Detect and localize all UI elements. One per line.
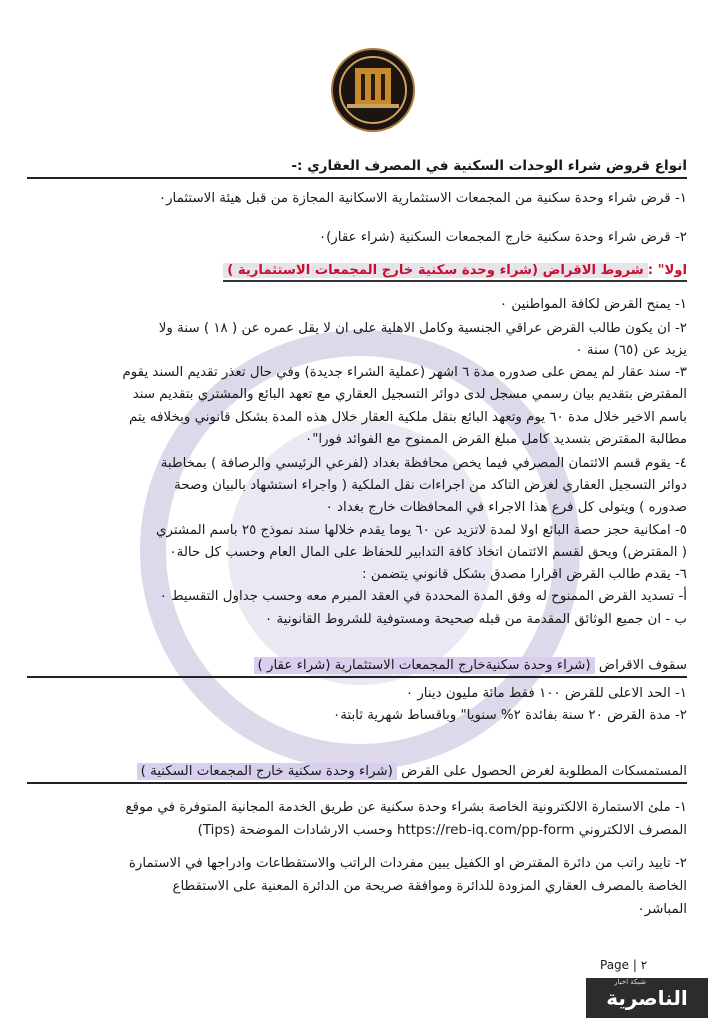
section3-line: الخاصة بالمصرف العقاري المزودة للدائرة وموافقة صريحة من الدائرة المعنية على الاستقطاع xyxy=(172,879,687,894)
section1-line: ١- يمنح القرض لكافة المواطنين ٠ xyxy=(499,297,687,312)
section3-line: المباشر٠ xyxy=(637,902,687,917)
section2-title-text: (شراء وحدة سكنيةخارج المجمعات الاستثمارية (شراء عقار ) xyxy=(254,657,595,674)
section1-line: ٤- يقوم قسم الائتمان المصرفي فيما يخص محافظة بغداد (لفرعي الرئيسي والرصافة ) بمخاطبة xyxy=(160,456,687,471)
section1-line: مطالبة المقترض بتسديد كامل مبلغ القرض الممنوح مع الفوائد فورا"٠ xyxy=(305,432,687,447)
section1-line: باسم الاخير خلال مدة ٦٠ يوم وتعهد البائع بنقل ملكية العقار خلال هذه المدة بشكل قانوني وبخلافه يتم xyxy=(128,410,687,425)
section2-title-prefix: سقوف الاقراض xyxy=(594,658,687,673)
page-heading: انواع قروض شراء الوحدات السكنية في المصرف العقاري :- xyxy=(27,157,687,179)
section1-line: ٣- سند عقار لم يمض على صدوره مدة ٦ اشهر (عملية الشراء جديدة) وفي حال تعذر تقديم السند يقوم xyxy=(122,365,687,380)
section2-title xyxy=(27,656,687,678)
section1-line: المقترض بتقديم بيان رسمي مسجل لدى دوائر التسجيل العقاري مع تعهد البائع والمشتري بتقديم سند xyxy=(132,387,687,402)
page-number: Page | ٢ xyxy=(600,958,648,972)
bank-logo xyxy=(333,50,413,130)
section1-line: ب - ان جميع الوثائق المقدمة من قبله صحيحة ومستوفية للشروط القانونية ٠ xyxy=(265,612,687,627)
section1-title-text: شروط الاقراض (شراء وحدة سكنية خارج المجمعات الاستثمارية ) xyxy=(223,263,648,278)
section1-line: أ- تسديد القرض الممنوح له وفق المدة المحددة في العقد المبرم معه وحسب جداول التقسيط ٠ xyxy=(159,589,687,604)
brand-subtitle: شبكة اخبار xyxy=(614,978,646,986)
section2-line: ٢- مدة القرض ٢٠ سنة بفائدة ٢% سنويا" وباقساط شهرية ثابتة٠ xyxy=(333,708,687,723)
section2-line: ١- الحد الاعلى للقرض ١٠٠ فقط مائة مليون دينار ٠ xyxy=(405,686,687,701)
section3-title xyxy=(27,762,687,784)
section1-line: ( المقترض) ويحق لقسم الائتمان اتخاذ كافة التدابير للحفاظ على المال العام وحسب كل حالة٠ xyxy=(169,545,687,560)
section1-line: ٥- امكانية حجز حصة البائع اولا لمدة لاتزيد عن ٦٠ يوما يقدم خلالها سند نموذج ٢٥ باسم المشتري xyxy=(156,523,687,538)
section3-line: ٢- تاييد راتب من دائرة المقترض او الكفيل يبين مفردات الراتب والاستقطاعات وادراجها في الاستمارة xyxy=(128,856,687,871)
section1-title-prefix: اولا" : xyxy=(647,263,687,278)
intro-item-1: ١- قرض شراء وحدة سكنية من المجمعات الاستثمارية الاسكانية المجازة من قبل هيئة الاستثمار٠ xyxy=(158,191,687,206)
brand-name: الناصرية xyxy=(606,986,688,1010)
section1-line: ٦- يقدم طالب القرض اقرارا مصدق بشكل قانوني يتضمن : xyxy=(362,567,687,582)
section1-line: دوائر التسجيل العقاري لغرض التاكد من اجراءات نقل الملكية ( واجراء استشهاد بالبيان وصحة xyxy=(174,478,687,493)
section1-line: يزيد عن (٦٥) سنة ٠ xyxy=(575,343,687,358)
section1-title xyxy=(223,262,687,282)
section1-line: ٢- ان يكون طالب القرض عراقي الجنسية وكامل الاهلية على ان لا يقل عمره عن ( ١٨ ) سنة ولا xyxy=(158,321,687,336)
section3-title-text: (شراء وحدة سكنية خارج المجمعات السكنية ) xyxy=(137,763,397,780)
section3-line: ١- ملئ الاستمارة الالكترونية الخاصة بشراء وحدة سكنية عن طريق الخدمة المجانية المتوفرة في موقع xyxy=(125,800,687,815)
section1-line: صدوره ) ويتولى كل فرع هذا الاجراء في المحافظات خارج بغداد ٠ xyxy=(325,500,687,515)
intro-item-2: ٢- قرض شراء وحدة سكنية خارج المجمعات السكنية (شراء عقار)٠ xyxy=(318,230,687,245)
section3-title-prefix: المستمسكات المطلوبة لغرض الحصول على القرض xyxy=(396,764,687,779)
section3-line: المصرف الالكتروني https://reb-iq.com/pp-form وحسب الارشادات الموضحة (Tips) xyxy=(197,823,687,838)
